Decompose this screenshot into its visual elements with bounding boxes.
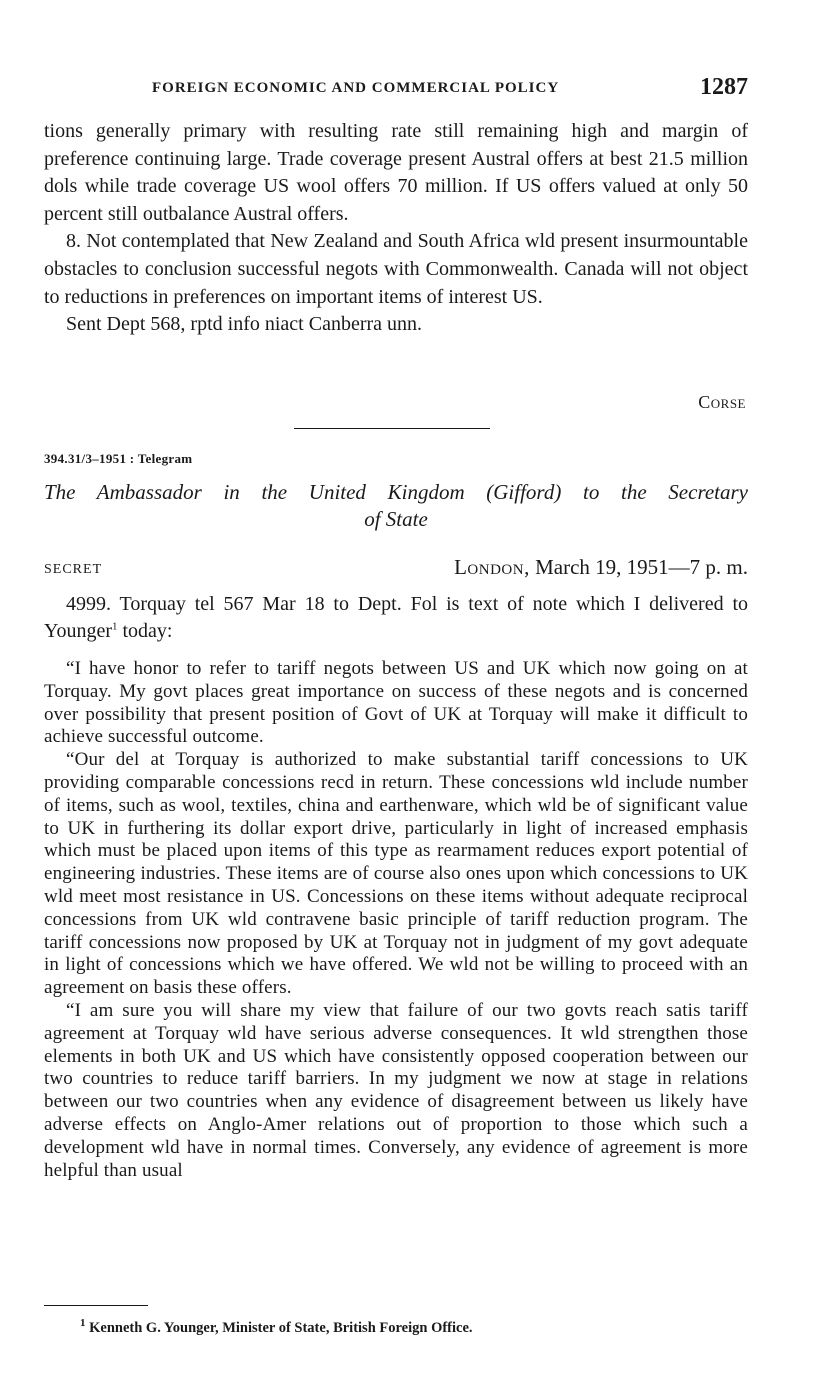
file-reference: 394.31/3–1951 : Telegram bbox=[44, 451, 193, 466]
page-number: 1287 bbox=[700, 74, 748, 100]
dateline-date: March 19, 1951—7 p. m. bbox=[535, 555, 748, 579]
title-line-2: of State bbox=[364, 507, 428, 531]
quote-paragraph-2: “Our del at Torquay is authorized to make substantial tariff concessions to UK providing comparable concessions recd in return. These concessions wld include number of items, such as wool, textiles, china and earthenware, which wld be of significant value to UK in furthering its dollar export drive, particularly in light of increased emphasis which must be placed upon items of this type as rearmament reduces export potential of engineering industries. These items are of course also ones upon which concessions to UK wld meet most resistance in US. Concessions on these items without adequate reciprocal concessions from UK wld contravene basic principle of tariff reduction program. The tariff concessions now proposed by UK at Torquay not in judgment of my govt adequate in light of concessions which we have offered. We wld not be willing to proceed with an agreement on basis these offers. bbox=[44, 749, 748, 999]
quoted-note bbox=[44, 658, 748, 1182]
paragraph-8: 8. Not contemplated that New Zealand and South Africa wld present insurmountable obstacles to conclusion successful negots with Commonwealth. Canada will not object to reductions in preferences on important items of interest US. bbox=[44, 230, 748, 308]
signature: Corse bbox=[698, 392, 746, 412]
running-head: FOREIGN ECONOMIC AND COMMERCIAL POLICY bbox=[152, 80, 560, 96]
sent-line: Sent Dept 568, rptd info niact Canberra unn. bbox=[66, 313, 423, 336]
intro-text-a: 4999. Torquay tel 567 Mar 18 to Dept. Fol is text of note which I delivered to Younger bbox=[44, 593, 748, 642]
dateline bbox=[454, 555, 748, 580]
intro-text-b: today: bbox=[117, 620, 173, 642]
classification: SECRET bbox=[44, 562, 103, 577]
footnote-text: Kenneth G. Younger, Minister of State, British Foreign Office. bbox=[89, 1320, 473, 1336]
continued-paragraph: tions generally primary with resulting rate still remaining high and margin of preference continuing large. Trade coverage present Austral offers at best 21.5 million dols while trade coverage US wool offers 70 million. If US offers valued at only 50 percent still outbalance Austral offers. bbox=[44, 120, 748, 225]
section-divider bbox=[294, 428, 490, 429]
telegram-continuation bbox=[44, 118, 748, 339]
dateline-place: London, bbox=[454, 555, 530, 579]
footnote-marker: 1 bbox=[80, 1317, 86, 1330]
document-title bbox=[44, 479, 748, 533]
quote-paragraph-1: “I have honor to refer to tariff negots between US and UK which now going on at Torquay. My govt places great importance on success of these negots and is concerned over possibility that present position of Govt of UK at Torquay will make it difficult to achieve successful outcome. bbox=[44, 658, 748, 748]
footnote-ref: 1 bbox=[111, 620, 118, 633]
page-header bbox=[44, 74, 748, 104]
quote-paragraph-3: “I am sure you will share my view that failure of our two govts reach satis tariff agreement at Torquay wld have serious adverse consequences. It wld strengthen those elements in both UK and US which have consistently opposed cooperation between our two countries to reduce tariff barriers. In my judgment we now at stage in relations between our two countries when any evidence of disagreement between us likely have adverse effects on Anglo-Amer relations out of proportion to those which such a development wld have in normal times. Conversely, any evidence of agreement is more helpful than usual bbox=[44, 999, 748, 1181]
document-page bbox=[44, 0, 748, 1380]
footnote bbox=[80, 1317, 473, 1337]
title-line-1: The Ambassador in the United Kingdom (Gifford) to the Secretary bbox=[44, 480, 748, 504]
footnote-rule bbox=[44, 1305, 148, 1306]
intro-paragraph bbox=[44, 591, 748, 645]
telegram-intro bbox=[44, 591, 748, 645]
